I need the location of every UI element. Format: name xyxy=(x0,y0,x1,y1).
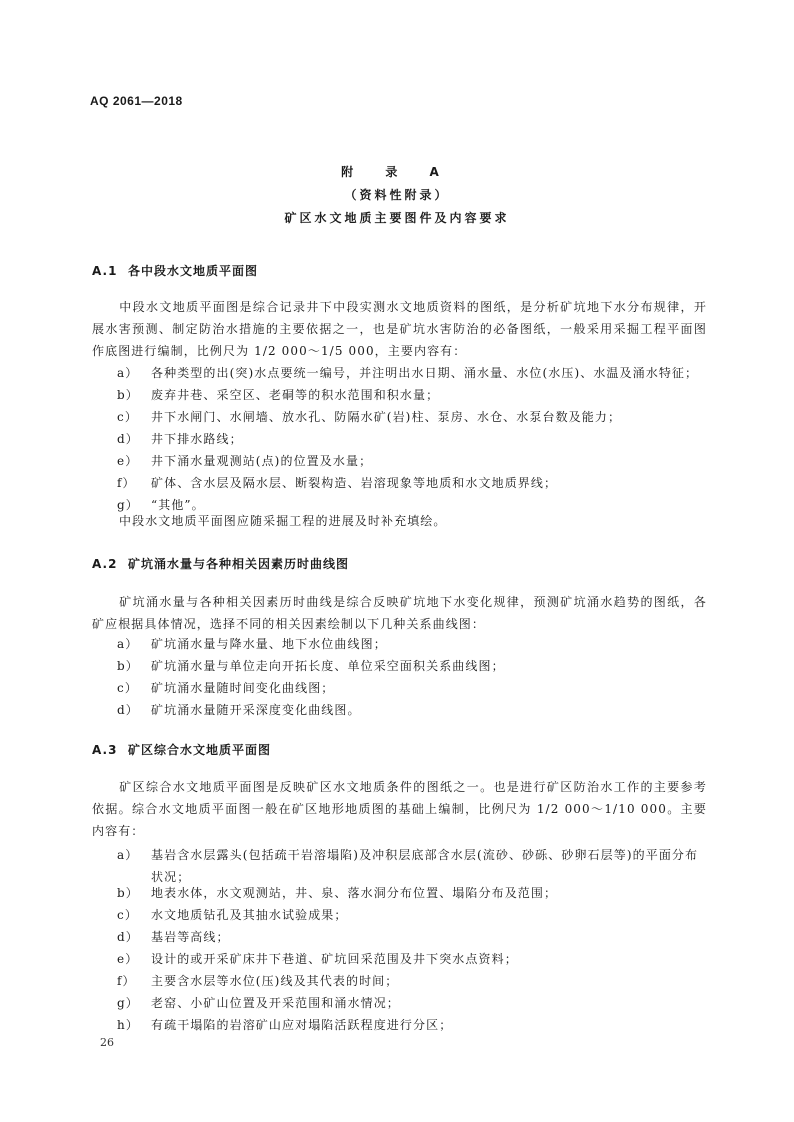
list-item xyxy=(117,970,709,992)
item-text: 设计的或开采矿床井下巷道、矿坑回采范围及井下突水点资料； xyxy=(151,952,518,966)
list-item xyxy=(117,992,709,1014)
item-text: 基岩含水层露头(包括疏干岩溶塌陷)及冲积层底部含水层(流砂、砂砾、砂卵石层等)的平面分布状况； xyxy=(151,848,699,884)
item-label: a） xyxy=(117,366,139,380)
item-label: g） xyxy=(117,996,139,1010)
list-item xyxy=(117,428,709,450)
section-heading-a2 xyxy=(92,555,349,572)
list-item xyxy=(117,699,709,721)
section-title: 矿坑涌水量与各种相关因素历时曲线图 xyxy=(128,557,350,571)
intro-text: 矿区综合水文地质平面图是反映矿区水文地质条件的图纸之一。也是进行矿区防治水工作的主要参考依据。综合水文地质平面图一般在矿区地形地质图的基础上编制，比例尺为 1/2 000～1/10 000。主要内容有： xyxy=(92,780,707,838)
item-label: b） xyxy=(117,659,139,673)
item-label: c） xyxy=(117,681,138,695)
item-label: a） xyxy=(117,848,139,862)
item-text: 地表水体，水文观测站，井、泉、落水洞分布位置、塌陷分布及范围； xyxy=(151,886,558,900)
appendix-subtitle: 矿区水文地质主要图件及内容要求 xyxy=(284,211,510,225)
closing-text: 中段水文地质平面图应随采掘工程的进展及时补充填绘。 xyxy=(119,514,447,528)
item-label: d） xyxy=(117,930,139,944)
list-item xyxy=(117,362,709,384)
item-text: “其他”。 xyxy=(151,498,205,512)
item-text: 井下涌水量观测站(点)的位置及水量； xyxy=(151,454,373,468)
list-item xyxy=(117,926,709,948)
item-text: 矿坑涌水量与单位走向开拓长度、单位采空面积关系曲线图； xyxy=(151,659,505,673)
item-text: 矿坑涌水量随开采深度变化曲线图。 xyxy=(151,703,361,717)
item-text: 主要含水层等水位(压)线及其代表的时间； xyxy=(151,974,399,988)
item-text: 废弃井巷、采空区、老硐等的积水范围和积水量； xyxy=(151,388,440,402)
list-item xyxy=(117,633,709,655)
section-title: 各中段水文地质平面图 xyxy=(128,264,259,278)
list-item xyxy=(117,472,709,494)
list-item xyxy=(117,1014,709,1036)
list-item xyxy=(117,882,709,904)
item-label: b） xyxy=(117,388,139,402)
section-intro-a3 xyxy=(92,776,707,842)
item-label: f） xyxy=(117,476,136,490)
item-text: 井下排水路线； xyxy=(151,432,243,446)
standard-code: AQ 2061—2018 xyxy=(90,94,183,108)
section-intro-a1 xyxy=(92,296,707,362)
section-heading-a1 xyxy=(92,262,258,279)
page-number: 26 xyxy=(100,1036,114,1049)
item-text: 矿坑涌水量与降水量、地下水位曲线图； xyxy=(151,637,387,651)
list-item xyxy=(117,384,709,406)
item-text: 水文地质钻孔及其抽水试验成果； xyxy=(151,908,348,922)
section-intro-a2 xyxy=(92,591,707,635)
section-number: A.2 xyxy=(92,557,118,571)
item-label: g） xyxy=(117,498,139,512)
item-text: 矿体、含水层及隔水层、断裂构造、岩溶现象等地质和水文地质界线； xyxy=(151,476,558,490)
item-label: a） xyxy=(117,637,139,651)
list-item xyxy=(117,948,709,970)
item-text: 各种类型的出(突)水点要统一编号，并注明出水日期、涌水量、水位(水压)、水温及涌水特征； xyxy=(151,366,699,380)
item-text: 有疏干塌陷的岩溶矿山应对塌陷活跃程度进行分区； xyxy=(151,1018,453,1032)
item-label: d） xyxy=(117,432,139,446)
item-label: c） xyxy=(117,410,138,424)
item-text: 矿坑涌水量随时间变化曲线图； xyxy=(151,681,335,695)
list-item xyxy=(117,677,709,699)
section-number: A.1 xyxy=(92,264,118,278)
appendix-title: 附 录 A xyxy=(341,165,453,179)
section-closing-a1 xyxy=(92,510,707,532)
item-text: 基岩等高线； xyxy=(151,930,230,944)
list-item xyxy=(117,655,709,677)
appendix-type: （资料性附录） xyxy=(344,188,450,202)
list-item xyxy=(117,406,709,428)
intro-text: 中段水文地质平面图是综合记录井下中段实测水文地质资料的图纸，是分析矿坑地下水分布规律，开展水害预测、制定防治水措施的主要依据之一，也是矿坑水害防治的必备图纸，一般采用采掘工程平面图作底图进行编制，比例尺为 1/2 000～1/5 000，主要内容有： xyxy=(92,300,707,358)
item-text: 井下水闸门、水闸墙、放水孔、防隔水矿(岩)柱、泵房、水仓、水泵台数及能力； xyxy=(151,410,622,424)
intro-text: 矿坑涌水量与各种相关因素历时曲线是综合反映矿坑地下水变化规律，预测矿坑涌水趋势的图纸，各矿应根据具体情况，选择不同的相关因素绘制以下几种关系曲线图： xyxy=(92,595,707,631)
section-number: A.3 xyxy=(92,743,118,757)
item-label: f） xyxy=(117,974,136,988)
item-label: h） xyxy=(117,1018,139,1032)
item-label: d） xyxy=(117,703,139,717)
item-label: e） xyxy=(117,952,139,966)
item-label: b） xyxy=(117,886,139,900)
list-item xyxy=(117,904,709,926)
list-item xyxy=(117,450,709,472)
section-title: 矿区综合水文地质平面图 xyxy=(128,743,272,757)
item-text: 老窑、小矿山位置及开采范围和涌水情况； xyxy=(151,996,400,1010)
item-label: c） xyxy=(117,908,138,922)
section-heading-a3 xyxy=(92,741,271,758)
item-label: e） xyxy=(117,454,139,468)
